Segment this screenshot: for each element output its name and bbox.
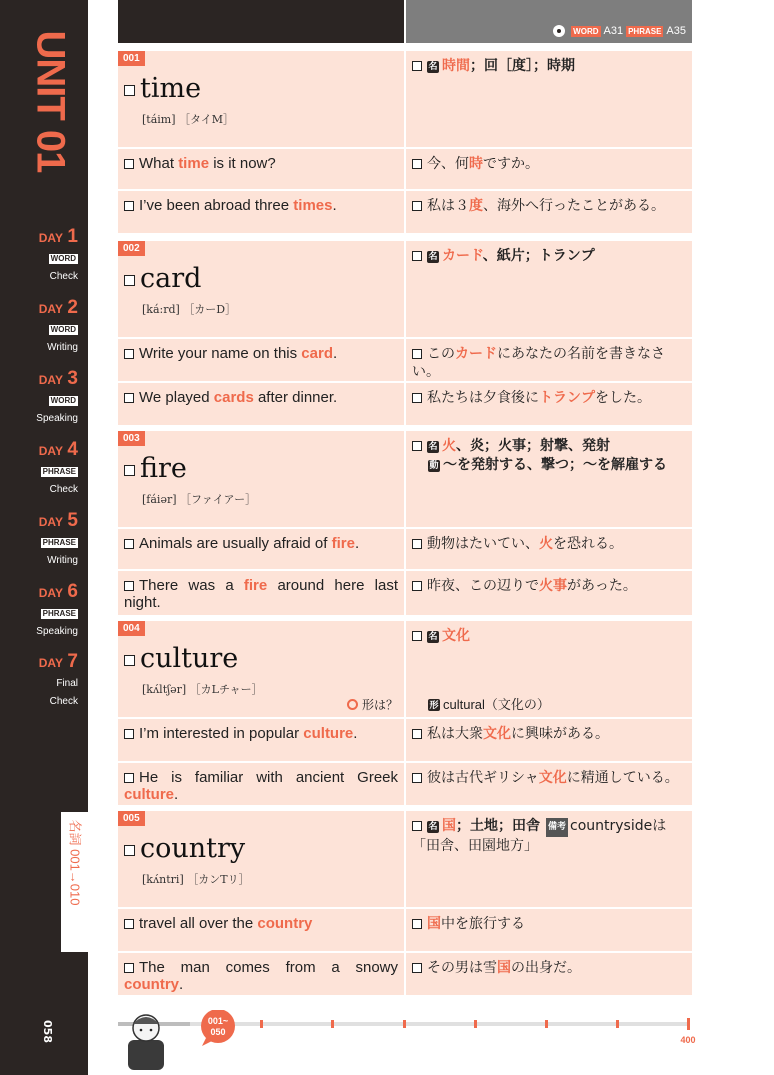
progress-bar [118,1010,698,1070]
definition: 名 時間；回［度］；時期 [412,57,684,76]
checkbox[interactable] [124,773,134,783]
example-sentence: He is familiar with ancient Greek culture. [118,763,404,805]
pronunciation: [táim] ［タイM］ [142,113,235,126]
checkbox[interactable] [124,159,134,169]
example-translation: 今、何時ですか。 [406,149,692,189]
day-6[interactable]: DAY 6 PHRASE Speaking [36,581,78,637]
student-character-icon [128,1015,164,1070]
example-sentence: Animals are usually afraid of fire. [118,529,404,569]
checkbox[interactable] [412,631,422,641]
checkbox[interactable] [124,581,134,591]
entry-002-def-cell [406,241,692,337]
definition: 名 火、炎；火事；射撃、発射 動 ～を発射する、撃つ；～を解雇する [412,437,684,475]
entry-004-word-cell [118,621,404,717]
example-translation: 彼は古代ギリシャ文化に精通している。 [406,763,692,805]
headword: card [124,263,201,294]
noun-icon: 名 [428,442,438,452]
checkbox[interactable] [412,201,422,211]
header-bar-left [118,0,404,43]
progress-range-start: 001~ [207,1016,229,1026]
progress-tick [545,1020,548,1028]
example-translation: 私は３度、海外へ行ったことがある。 [406,191,692,233]
example-translation: 国中を旅行する [406,909,692,951]
pronunciation: [kʌ́ltʃər] ［カLチャー］ [142,683,263,696]
entry-001-def-cell [406,51,692,147]
checkbox[interactable] [412,729,422,739]
entry-005-word-cell [118,811,404,907]
derivative: 形 cultural（文化の） [429,697,550,712]
example-translation: 昨夜、この辺りで火事があった。 [406,571,692,615]
entry-002-word-cell [118,241,404,337]
day-tag: PHRASE [42,467,76,476]
checkbox[interactable] [412,773,422,783]
progress-tick [474,1020,477,1028]
checkbox[interactable] [124,729,134,739]
checkbox[interactable] [412,919,422,929]
quiz-icon [347,699,358,710]
note-badge: 備考 [546,818,568,837]
quiz-prompt: 形は？ [347,696,398,713]
checkbox[interactable] [412,581,422,591]
example-sentence: What time is it now? [118,149,404,189]
noun-icon: 名 [428,822,438,832]
checkbox[interactable] [124,201,134,211]
headword: fire [124,453,187,484]
example-translation: このカードにあなたの名前を書きなさい。 [406,339,692,381]
checkbox[interactable] [412,821,422,831]
example-translation: 私は大衆文化に興味がある。 [406,719,692,761]
day-4[interactable]: DAY 4 PHRASE Check [38,439,78,495]
checkbox[interactable] [412,393,422,403]
day-tag: PHRASE [42,609,76,618]
pronunciation: [ká:rd] ［カーD］ [142,303,237,316]
unit-title: UNIT 01 [28,30,73,173]
checkbox[interactable] [124,349,134,359]
checkbox[interactable] [124,393,134,403]
entry-001-word-cell [118,51,404,147]
page-number: 058 [40,1020,54,1043]
cd-icon [553,25,565,37]
entry-number: 002 [118,241,145,256]
checkbox[interactable] [124,275,135,286]
day-tag: WORD [50,254,76,263]
example-sentence: I’m interested in popular culture. [118,719,404,761]
checkbox[interactable] [124,655,135,666]
entry-004-def-cell [406,621,692,717]
headword: country [124,833,245,864]
headword: culture [124,643,238,674]
example-translation: 動物はたいてい、火を恐れる。 [406,529,692,569]
example-translation: 私たちは夕食後にトランプをした。 [406,383,692,425]
example-sentence: travel all over the country [118,909,404,951]
checkbox[interactable] [124,963,134,973]
checkbox[interactable] [412,349,422,359]
example-translation: その男は雪国の出身だ。 [406,953,692,995]
checkbox[interactable] [412,539,422,549]
progress-tick [687,1018,690,1030]
pronunciation: [kʌ́ntri] ［カンTリ］ [142,873,250,886]
definition: 名 文化 [412,627,684,646]
entry-005-def-cell [406,811,692,907]
definition: 名 国；土地；田舎 備考 countrysideは「田舎、田園地方」 [412,818,667,854]
headword: time [124,73,201,104]
checkbox[interactable] [124,919,134,929]
checkbox[interactable] [412,159,422,169]
day-5[interactable]: DAY 5 PHRASE Writing [38,510,78,566]
section-tab: 名詞 001→010 [61,812,88,952]
day-3[interactable]: DAY 3 WORD Speaking [36,368,78,424]
entry-number: 004 [118,621,145,636]
progress-tick [403,1020,406,1028]
audio-tracks[interactable]: WORD A31 PHRASE A35 [553,25,686,37]
entry-003-def-cell [406,431,692,527]
progress-tick [260,1020,263,1028]
progress-end-label: 400 [680,1035,696,1045]
entry-003-word-cell [118,431,404,527]
progress-tick [331,1020,334,1028]
example-sentence: There was a fire around here last night. [118,571,404,615]
day-tag: PHRASE [42,538,76,547]
example-sentence: The man comes from a snowy country. [118,953,404,995]
checkbox[interactable] [412,251,422,261]
progress-tick [616,1020,619,1028]
day-2[interactable]: DAY 2 WORD Writing [38,297,78,353]
entry-number: 005 [118,811,145,826]
sidebar [0,0,88,1075]
entry-number: 003 [118,431,145,446]
noun-icon: 名 [428,252,438,262]
entry-number: 001 [118,51,145,66]
checkbox[interactable] [124,85,135,96]
adjective-icon: 形 [429,700,439,710]
example-sentence: Write your name on this card. [118,339,404,381]
pronunciation: [fáiər] ［ファイアー］ [142,493,257,506]
checkbox[interactable] [412,441,422,451]
day-tag: WORD [50,325,76,334]
day-1[interactable]: DAY 1 WORD Check [38,226,78,282]
checkbox[interactable] [412,61,422,71]
verb-icon: 動 [429,461,439,471]
example-sentence: We played cards after dinner. [118,383,404,425]
progress-range-end: 050 [210,1027,226,1037]
noun-icon: 名 [428,632,438,642]
example-sentence: I’ve been abroad three times. [118,191,404,233]
definition: 名 カード、紙片；トランプ [412,247,684,266]
day-7[interactable]: DAY 7 Final Check [38,651,78,707]
day-tag: WORD [50,396,76,405]
checkbox[interactable] [412,963,422,973]
checkbox[interactable] [124,465,135,476]
checkbox[interactable] [124,539,134,549]
checkbox[interactable] [124,845,135,856]
noun-icon: 名 [428,62,438,72]
header-bar-right [406,0,692,43]
